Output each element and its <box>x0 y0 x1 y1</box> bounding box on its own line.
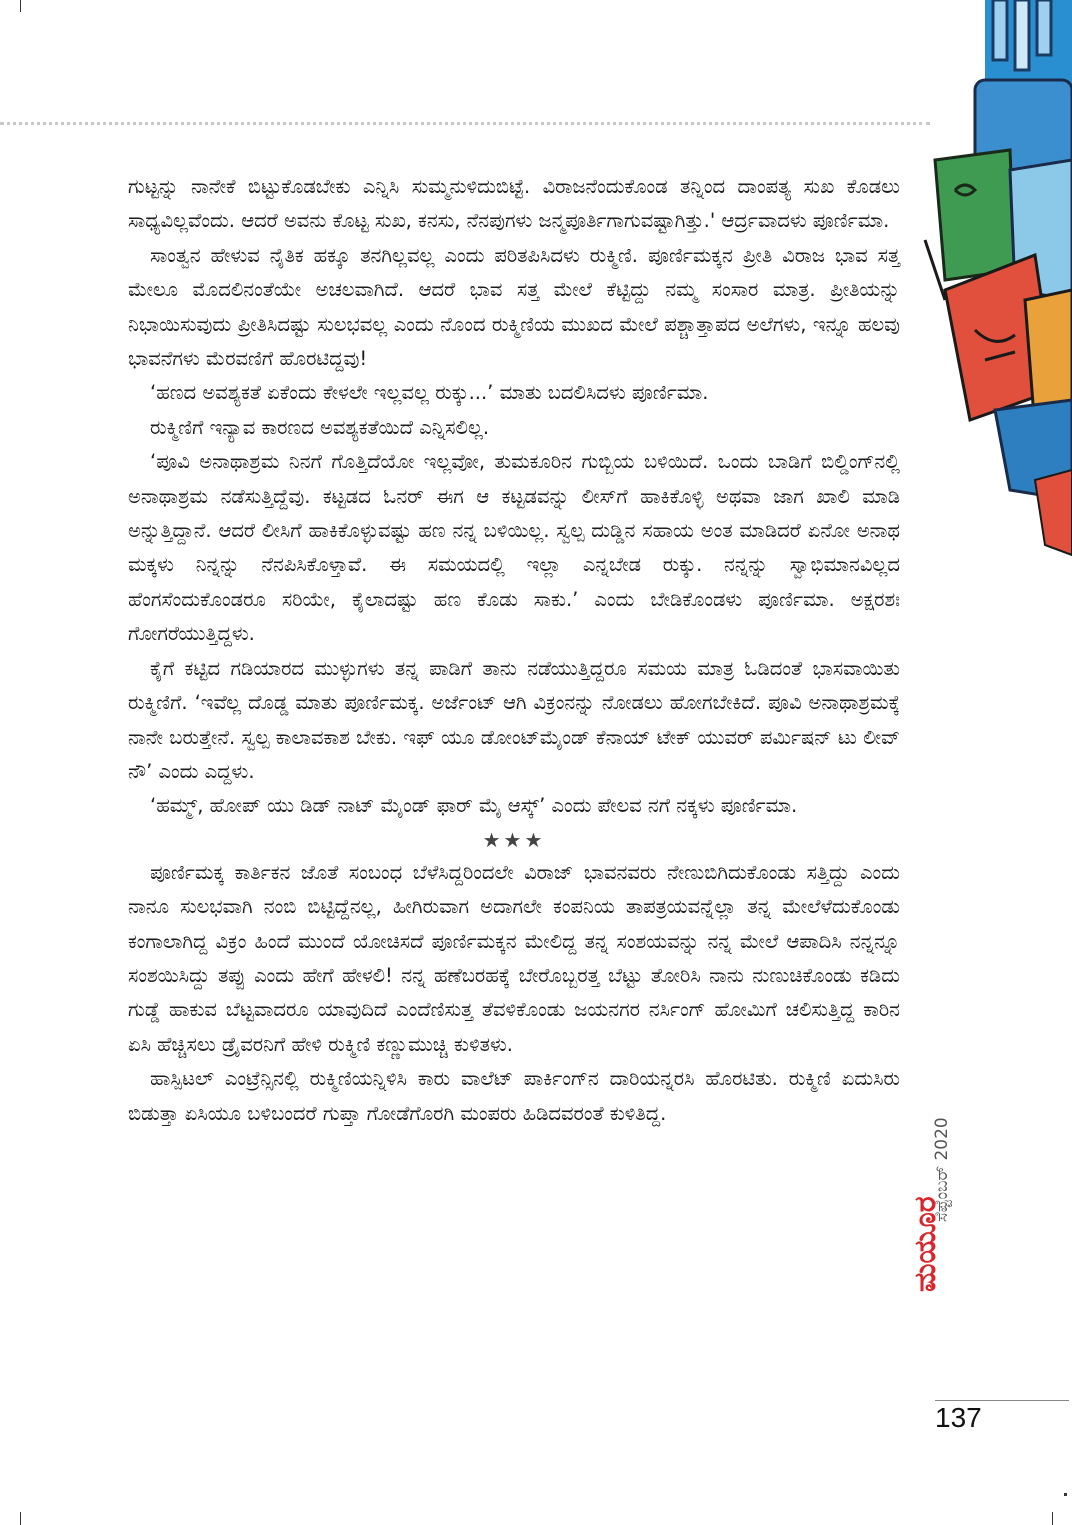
article-paragraph: ಗುಟ್ಟನ್ನು ನಾನೇಕೆ ಬಿಟ್ಟುಕೊಡಬೇಕು ಎನ್ನಿಸಿ ಸುಮ್ಮನುಳಿದುಬಿಟ್ಟೆ. ವಿರಾಜನೆಂದುಕೊಂಡ ತನ್ನಿಂದ ದಾಂಪತ್ಯ ಸುಖ ಕೊಡಲು ಸಾಧ್ಯವಿಲ್ಲವೆಂದು. ಆದರೆ ಅವನು ಕೊಟ್ಟ ಸುಖ, ಕನಸು, ನೆನಪುಗಳು ಜನ್ಮಪೂರ್ತಿಗಾಗುವಷ್ಟಾಗಿತ್ತು.' ಆರ್ದ್ರವಾದಳು ಪೂರ್ಣಿಮಾ. <box>128 175 900 233</box>
article-paragraph: ‘ಹಣದ ಅವಶ್ಯಕತೆ ಏಕೆಂದು ಕೇಳಲೇ ಇಲ್ಲವಲ್ಲ ರುಕ್ಕು...’ ಮಾತು ಬದಲಿಸಿದಳು ಪೂರ್ಣಿಮಾ. <box>150 381 709 405</box>
article-paragraph: ಹಾಸ್ಪಿಟಲ್ ಎಂಟ್ರೆನ್ಸಿನಲ್ಲಿ ರುಕ್ಮಿಣಿಯನ್ನಿಳಿಸಿ ಕಾರು ವಾಲೆಟ್ ಪಾರ್ಕಿಂಗ್‌ನ ದಾರಿಯನ್ನರಸಿ ಹೊರಟಿತು. ರುಕ್ಮಿಣಿ ಏದುಸಿರು ಬಿಡುತ್ತಾ ಏಸಿಯೂ ಬಳಿಬಂದರೆ ಗುಪ್ತಾ ಗೋಡೆಗೊರಗಿ ಮಂಪರು ಹಿಡಿದವರಂತೆ ಕುಳಿತಿದ್ದ. <box>128 1067 900 1125</box>
article-body <box>128 170 900 1131</box>
footer-rule <box>935 1400 1069 1401</box>
crop-mark-right <box>1064 1493 1067 1496</box>
crop-mark-bottom-left <box>20 1512 21 1525</box>
article-paragraph: ‘ಹಮ್ಮ್, ಹೋಪ್ ಯು ಡಿಡ್ ನಾಟ್ ಮೈಂಡ್ ಫಾರ್ ಮೈ ಆಸ್ಕ್’ ಎಂದು ಪೇಲವ ನಗೆ ನಕ್ಕಳು ಪೂರ್ಣಿಮಾ. <box>150 794 798 818</box>
header-dotted-rule <box>0 122 930 125</box>
section-separator: ★★★ <box>482 827 546 852</box>
article-paragraph: ರುಕ್ಮಿಣಿಗೆ ಇನ್ಯಾವ ಕಾರಣದ ಅವಶ್ಯಕತೆಯಿದೆ ಎನ್ನಿಸಲಿಲ್ಲ. <box>150 415 490 439</box>
crop-mark-bottom-right <box>1052 1512 1053 1525</box>
issue-date: ಸೆಪ್ಟೆಂಬರ್ 2020 <box>932 1117 952 1222</box>
crop-mark-top-left <box>20 0 21 12</box>
magazine-logo: ಮಯೂರ <box>908 1196 943 1292</box>
article-paragraph: ‘ಪೂವಿ ಅನಾಥಾಶ್ರಮ ನಿನಗೆ ಗೊತ್ತಿದೆಯೋ ಇಲ್ಲವೋ, ತುಮಕೂರಿನ ಗುಬ್ಬಿಯ ಬಳಿಯಿದೆ. ಒಂದು ಬಾಡಿಗೆ ಬಿಲ್ಡಿಂಗ್‌ನಲ್ಲಿ ಅನಾಥಾಶ್ರಮ ನಡೆಸುತ್ತಿದ್ದೆವು. ಕಟ್ಟಡದ ಓನರ್ ಈಗ ಆ ಕಟ್ಟಡವನ್ನು ಲೀಸ್‌ಗೆ ಹಾಕಿಕೊಳ್ಳಿ ಅಥವಾ ಜಾಗ ಖಾಲಿ ಮಾಡಿ ಅನ್ನುತ್ತಿದ್ದಾನೆ. ಆದರೆ ಲೀಸಿಗೆ ಹಾಕಿಕೊಳ್ಳುವಷ್ಟು ಹಣ ನನ್ನ ಬಳಿಯಿಲ್ಲ. ಸ್ವಲ್ಪ ದುಡ್ಡಿನ ಸಹಾಯ ಅಂತ ಮಾಡಿದರೆ ಏನೋ ಅನಾಥ ಮಕ್ಕಳು ನಿನ್ನನ್ನು ನೆನಪಿಸಿಕೊಳ್ತಾವೆ. ಈ ಸಮಯದಲ್ಲಿ ಇಲ್ಲಾ ಎನ್ನಬೇಡ ರುಕ್ಕು. ನನ್ನನ್ನು ಸ್ವಾಭಿಮಾನವಿಲ್ಲದ ಹೆಂಗಸೆಂದುಕೊಂಡರೂ ಸರಿಯೇ, ಕೈಲಾದಷ್ಟು ಹಣ ಕೊಡು ಸಾಕು.’ ಎಂದು ಬೇಡಿಕೊಂಡಳು ಪೂರ್ಣಿಮಾ. ಅಕ್ಷರಶಃ ಗೋಗರೆಯುತ್ತಿದ್ದಳು. <box>128 450 900 646</box>
article-paragraph: ಪೂರ್ಣಿಮಕ್ಕ ಕಾರ್ತಿಕನ ಜೊತೆ ಸಂಬಂಧ ಬೆಳೆಸಿದ್ದರಿಂದಲೇ ವಿರಾಜ್ ಭಾವನವರು ನೇಣುಬಿಗಿದುಕೊಂಡು ಸತ್ತಿದ್ದು ಎಂದು ನಾನೂ ಸುಲಭವಾಗಿ ನಂಬಿ ಬಿಟ್ಟಿದ್ದೆನಲ್ಲ, ಹೀಗಿರುವಾಗ ಅದಾಗಲೇ ಕಂಪನಿಯ ತಾಪತ್ರಯವನ್ನೆಲ್ಲಾ ತನ್ನ ಮೇಲೆಳೆದುಕೊಂಡು ಕಂಗಾಲಾಗಿದ್ದ ವಿಕ್ರಂ ಹಿಂದೆ ಮುಂದೆ ಯೋಚಿಸದೆ ಪೂರ್ಣಿಮಕ್ಕನ ಮೇಲಿದ್ದ ತನ್ನ ಸಂಶಯವನ್ನು ನನ್ನ ಮೇಲೆ ಆಪಾದಿಸಿ ನನ್ನನ್ನೂ ಸಂಶಯಿಸಿದ್ದು ತಪ್ಪು ಎಂದು ಹೇಗೆ ಹೇಳಲಿ! ನನ್ನ ಹಣೆಬರಹಕ್ಕೆ ಬೇರೊಬ್ಬರತ್ತ ಬೆಟ್ಟು ತೋರಿಸಿ ನಾನು ನುಣುಚಿಕೊಂಡು ಕಡಿದು ಗುಡ್ಡೆ ಹಾಕುವ ಬೆಟ್ಟವಾದರೂ ಯಾವುದಿದೆ ಎಂದೆಣಿಸುತ್ತ ತೆವಳಿಕೊಂಡು ಜಯನಗರ ನರ್ಸಿಂಗ್ ಹೋಮಿಗೆ ಚಲಿಸುತ್ತಿದ್ದ ಕಾರಿನ ಏಸಿ ಹೆಚ್ಚಿಸಲು ಡ್ರೈವರನಿಗೆ ಹೇಳಿ ರುಕ್ಮಿಣಿ ಕಣ್ಣುಮುಚ್ಚಿ ಕುಳಿತಳು. <box>128 860 900 1056</box>
abstract-faces-illustration-icon <box>915 0 1072 560</box>
article-paragraph: ಸಾಂತ್ವನ ಹೇಳುವ ನೈತಿಕ ಹಕ್ಕೂ ತನಗಿಲ್ಲವಲ್ಲ ಎಂದು ಪರಿತಪಿಸಿದಳು ರುಕ್ಮಿಣಿ. ಪೂರ್ಣಿಮಕ್ಕನ ಪ್ರೀತಿ ವಿರಾಜ ಭಾವ ಸತ್ತ ಮೇಲೂ ಮೊದಲಿನಂತೆಯೇ ಅಚಲವಾಗಿದೆ. ಆದರೆ ಭಾವ ಸತ್ತ ಮೇಲೆ ಕೆಟ್ಟಿದ್ದು ನಮ್ಮ ಸಂಸಾರ ಮಾತ್ರ. ಪ್ರೀತಿಯನ್ನು ನಿಭಾಯಿಸುವುದು ಪ್ರೀತಿಸಿದಷ್ಟು ಸುಲಭವಲ್ಲ ಎಂದು ನೊಂದ ರುಕ್ಮಿಣಿಯ ಮುಖದ ಮೇಲೆ ಪಶ್ಚಾತ್ತಾಪದ ಅಲೆಗಳು, ಇನ್ನೂ ಹಲವು ಭಾವನೆಗಳು ಮೆರವಣಿಗೆ ಹೊರಟಿದ್ದವು! <box>128 243 900 371</box>
page-number: 137 <box>935 1402 982 1433</box>
article-paragraph: ಕೈಗೆ ಕಟ್ಟಿದ ಗಡಿಯಾರದ ಮುಳ್ಳುಗಳು ತನ್ನ ಪಾಡಿಗೆ ತಾನು ನಡೆಯುತ್ತಿದ್ದರೂ ಸಮಯ ಮಾತ್ರ ಓಡಿದಂತೆ ಭಾಸವಾಯಿತು ರುಕ್ಮಿಣಿಗೆ. ‘ಇವೆಲ್ಲ ದೊಡ್ಡ ಮಾತು ಪೂರ್ಣಿಮಕ್ಕ. ಅರ್ಜೆಂಟ್ ಆಗಿ ವಿಕ್ರಂನನ್ನು ನೋಡಲು ಹೋಗಬೇಕಿದೆ. ಪೂವಿ ಅನಾಥಾಶ್ರಮಕ್ಕೆ ನಾನೇ ಬರುತ್ತೇನೆ. ಸ್ವಲ್ಪ ಕಾಲಾವಕಾಶ ಬೇಕು. ಇಫ್ ಯೂ ಡೋಂಟ್‌ಮೈಂಡ್ ಕೆನಾಯ್ ಟೇಕ್ ಯುವರ್ ಪರ್ಮಿಷನ್ ಟು ಲೀವ್ ನೌ’ ಎಂದು ಎದ್ದಳು. <box>128 656 900 783</box>
